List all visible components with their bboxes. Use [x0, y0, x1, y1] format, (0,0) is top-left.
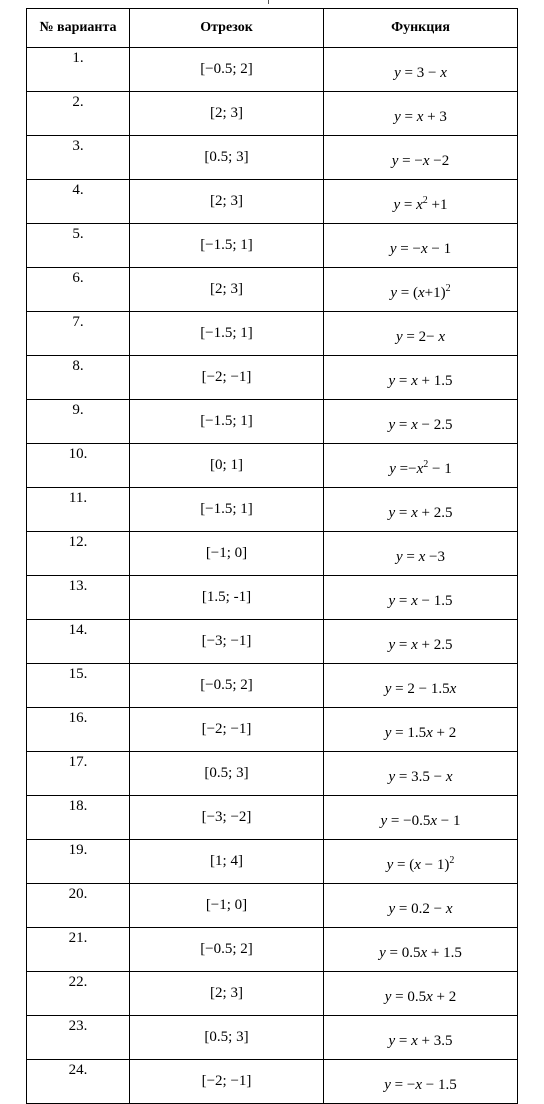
table-row [27, 312, 518, 356]
function-cell: y = x + 2.5 [324, 488, 518, 532]
segment-cell: [−1; 0] [130, 884, 324, 928]
variant-number-cell: 4. [27, 180, 130, 224]
function-cell: y = −x −2 [324, 136, 518, 180]
function-cell: y = 3 − x [324, 48, 518, 92]
table-row [27, 752, 518, 796]
function-cell: y = x + 3.5 [324, 1016, 518, 1060]
variant-number-cell: 9. [27, 400, 130, 444]
table-row [27, 620, 518, 664]
segment-cell: [−2; −1] [130, 708, 324, 752]
variant-number-cell: 24. [27, 1060, 130, 1104]
table-row [27, 488, 518, 532]
segment-cell: [−3; −1] [130, 620, 324, 664]
header-variant-number: № варианта [27, 9, 130, 48]
variant-number-cell: 10. [27, 444, 130, 488]
variant-number-cell: 14. [27, 620, 130, 664]
variant-number-cell: 6. [27, 268, 130, 312]
table-row [27, 796, 518, 840]
table-row [27, 532, 518, 576]
variant-number-cell: 12. [27, 532, 130, 576]
segment-cell: [2; 3] [130, 92, 324, 136]
segment-cell: [0; 1] [130, 444, 324, 488]
segment-cell: [−3; −2] [130, 796, 324, 840]
segment-cell: [2; 3] [130, 972, 324, 1016]
segment-cell: [−1.5; 1] [130, 400, 324, 444]
segment-cell: [1; 4] [130, 840, 324, 884]
function-cell: y = x − 1.5 [324, 576, 518, 620]
table-row [27, 92, 518, 136]
function-cell: y = 2− x [324, 312, 518, 356]
variant-number-cell: 5. [27, 224, 130, 268]
table-row [27, 224, 518, 268]
segment-cell: [−0.5; 2] [130, 664, 324, 708]
table-row [27, 136, 518, 180]
header-function: Функция [324, 9, 518, 48]
header-segment: Отрезок [130, 9, 324, 48]
segment-cell: [1.5; -1] [130, 576, 324, 620]
segment-cell: [0.5; 3] [130, 752, 324, 796]
function-cell: y = 0.5x + 2 [324, 972, 518, 1016]
table-row [27, 1060, 518, 1104]
table-row [27, 840, 518, 884]
function-cell: y = x + 2.5 [324, 620, 518, 664]
variant-number-cell: 15. [27, 664, 130, 708]
function-cell: y = −x − 1.5 [324, 1060, 518, 1104]
variant-number-cell: 3. [27, 136, 130, 180]
function-cell: y = 2 − 1.5x [324, 664, 518, 708]
segment-cell: [0.5; 3] [130, 1016, 324, 1060]
variant-number-cell: 21. [27, 928, 130, 972]
segment-cell: [−1; 0] [130, 532, 324, 576]
variant-number-cell: 13. [27, 576, 130, 620]
function-cell: y = 0.2 − x [324, 884, 518, 928]
table-row [27, 400, 518, 444]
table-row [27, 180, 518, 224]
variant-number-cell: 17. [27, 752, 130, 796]
function-cell: $y = (x+1)^2$ [324, 268, 518, 312]
table-row [27, 576, 518, 620]
function-cell: y = x −3 [324, 532, 518, 576]
function-cell: y = −x − 1 [324, 224, 518, 268]
table-row [27, 444, 518, 488]
function-cell: y = 0.5x + 1.5 [324, 928, 518, 972]
variant-number-cell: 1. [27, 48, 130, 92]
variant-number-cell: 8. [27, 356, 130, 400]
segment-cell: [−0.5; 2] [130, 48, 324, 92]
segment-cell: [−1.5; 1] [130, 488, 324, 532]
table-row [27, 928, 518, 972]
function-cell: y = −0.5x − 1 [324, 796, 518, 840]
variant-number-cell: 23. [27, 1016, 130, 1060]
segment-cell: [−1.5; 1] [130, 312, 324, 356]
table-row [27, 884, 518, 928]
segment-cell: [−2; −1] [130, 356, 324, 400]
header-row [27, 9, 518, 48]
variant-number-cell: 2. [27, 92, 130, 136]
table-row [27, 356, 518, 400]
table-row [27, 48, 518, 92]
variant-number-cell: 7. [27, 312, 130, 356]
segment-cell: [−2; −1] [130, 1060, 324, 1104]
segment-cell: [−1.5; 1] [130, 224, 324, 268]
variant-number-cell: 19. [27, 840, 130, 884]
table-row [27, 664, 518, 708]
function-cell: y = x − 2.5 [324, 400, 518, 444]
function-cell: y = 1.5x + 2 [324, 708, 518, 752]
variants-table [26, 8, 518, 1104]
function-cell: y = x + 1.5 [324, 356, 518, 400]
function-cell: y = 3.5 − x [324, 752, 518, 796]
table-row [27, 1016, 518, 1060]
function-cell: $y = (x - 1)^2$ [324, 840, 518, 884]
function-cell: y = x + 3 [324, 92, 518, 136]
page-edge-mark [268, 0, 269, 4]
variant-number-cell: 22. [27, 972, 130, 1016]
segment-cell: [2; 3] [130, 268, 324, 312]
table-row [27, 708, 518, 752]
variant-number-cell: 20. [27, 884, 130, 928]
function-cell: $y =-x^2 - 1$ [324, 444, 518, 488]
table-row [27, 972, 518, 1016]
variant-number-cell: 16. [27, 708, 130, 752]
segment-cell: [2; 3] [130, 180, 324, 224]
segment-cell: [−0.5; 2] [130, 928, 324, 972]
table-body [27, 48, 518, 1104]
variant-number-cell: 18. [27, 796, 130, 840]
segment-cell: [0.5; 3] [130, 136, 324, 180]
function-cell: $y = x^2 +1$ [324, 180, 518, 224]
variant-number-cell: 11. [27, 488, 130, 532]
table-row [27, 268, 518, 312]
